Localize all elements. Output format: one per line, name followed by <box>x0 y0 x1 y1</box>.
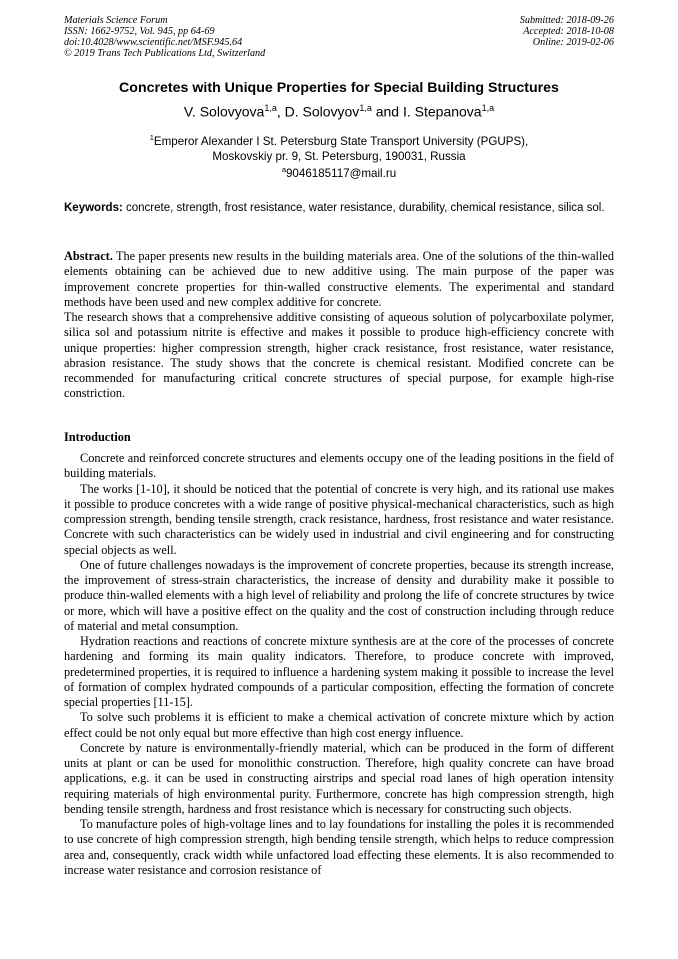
affiliation <box>40 130 638 164</box>
journal-name: Materials Science Forum <box>64 15 168 26</box>
author-separator: and <box>371 103 403 120</box>
submission-dates <box>520 15 614 48</box>
journal-doi[interactable]: doi:10.4028/www.scientific.net/MSF.945.64 <box>64 37 243 49</box>
paper-title: Concretes with Unique Properties for Special Building Structures <box>119 80 559 96</box>
body-paragraph: To solve such problems it is efficient to make a chemical activation of concrete mixture which by action effect could be not only equal but more effective than high cost energy influence. <box>64 710 614 740</box>
author-name: D. Solovyov <box>284 103 360 120</box>
abstract-paragraph <box>64 249 614 310</box>
keywords-label: Keywords: <box>64 202 123 214</box>
author-affiliation-mark: 1,a <box>359 103 372 113</box>
body-paragraph: Concrete by nature is environmentally-friendly material, which can be produced in the form of different units at plant or can be used for monolithic construction. Therefore, high quality concrete can have broad applications, e.g. it can be used in constructing airstrips and special road lanes of high operation intensity requiring materials of high environmental purity. Furthermore, concrete has high compression strength, high bending tensile strength, hardness and frost resistance which is necessary for constructing such objects. <box>64 740 614 816</box>
author-separator: , <box>276 103 285 120</box>
journal-info <box>64 15 265 59</box>
author-list <box>40 103 638 120</box>
abstract-text: The paper presents new results in the building materials area. One of the solutions of the thin-walled elements obtaining can be achieved due to new additive using. The main purpose of the paper was improvement concrete properties for thin-walled constructive elements. The experimental and standard methods have been used and new complex additive for concrete. <box>64 249 614 309</box>
author-affiliation-mark: 1,a <box>481 103 495 113</box>
body-paragraph: Concrete and reinforced concrete structures and elements occupy one of the leading positions in the field of building materials. <box>64 451 614 481</box>
introduction-body <box>64 451 614 878</box>
journal-copyright: © 2019 Trans Tech Publications Ltd, Switzerland <box>64 48 266 60</box>
body-paragraph: To manufacture poles of high-voltage lines and to lay foundations for installing the poles it is recommended to use concrete of high compression strength, high bending tensile strength, which helps to reduce compression area and, consequently, crack width while unfactored load effecting these elements. It is also recommended to increase water resistance and corrosion resistance of <box>64 817 614 877</box>
online-date: Online: 2019-02-06 <box>532 37 614 49</box>
affiliation-line-2: Moskovskiy pr. 9, St. Petersburg, 190031, Russia <box>212 149 466 163</box>
keywords-text: concrete, strength, frost resistance, water resistance, durability, chemical resistance, silica sol. <box>126 202 605 214</box>
body-paragraph: The works [1-10], it should be noticed that the potential of concrete is very high, and its rational use makes it possible to produce concretes with a wide range of positive physical-mechanical characteristics, such as high compression strength, bending tensile strength, crack resistance, hardness, frost resistance and water resistance. Concrete with such characteristics can be widely used in industrial and civil engineering and for constructing special objects as well. <box>64 481 614 557</box>
abstract-paragraph: The research shows that a comprehensive additive consisting of aqueous solution of polycarboxilate polymer, silica sol and potassium nitrite is effective and makes it possible to produce high-efficiency concrete with unique properties: higher compression strength, higher crack resistance, frost resistance, water resistance, abrasion resistance. The study shows that the concrete is chemical resistant. Modified concrete can be recommended for manufacturing critical concrete structures of special purpose, for example high-rise constriction. <box>64 310 614 401</box>
author-name: I. Stepanova <box>402 103 482 120</box>
author-name: V. Solovyova <box>183 103 265 120</box>
email-address[interactable]: 9046185117@mail.ru <box>285 166 397 180</box>
body-paragraph: One of future challenges nowadays is the improvement of concrete properties, because its strength increase, the improvement of stress-strain characteristics, the increase of density and durability make it possible to produce thin-walled elements with a high level of reliability and prolong the life of concrete structures by twice or more, which will have a positive effect on the quality and the cost of construction including through reduce of material and metal consumption. <box>64 557 614 633</box>
keywords <box>64 201 614 216</box>
submitted-date: Submitted: 2018-09-26 <box>519 15 614 26</box>
accepted-date: Accepted: 2018-10-08 <box>523 26 614 38</box>
email-mark: a <box>281 165 286 174</box>
abstract <box>64 249 614 402</box>
abstract-label: Abstract. <box>64 249 113 263</box>
author-email <box>40 165 638 180</box>
author-affiliation-mark: 1,a <box>264 103 277 113</box>
affiliation-line-1: Emperor Alexander I St. Petersburg State Transport University (PGUPS), <box>153 134 529 148</box>
section-heading-introduction: Introduction <box>64 430 131 444</box>
journal-issn: ISSN: 1662-9752, Vol. 945, pp 64-69 <box>64 26 215 38</box>
body-paragraph: Hydration reactions and reactions of concrete mixture synthesis are at the core of the processes of concrete hardening and forming its main quality indicators. Therefore, to produce concrete with improved, predetermined properties, it is required to influence a hardening system making it possible to increase the level of formation of complex hydrated compounds of a particular composition, effecting the formation of concrete special properties [11-15]. <box>64 634 614 709</box>
affiliation-mark: 1 <box>149 133 154 142</box>
